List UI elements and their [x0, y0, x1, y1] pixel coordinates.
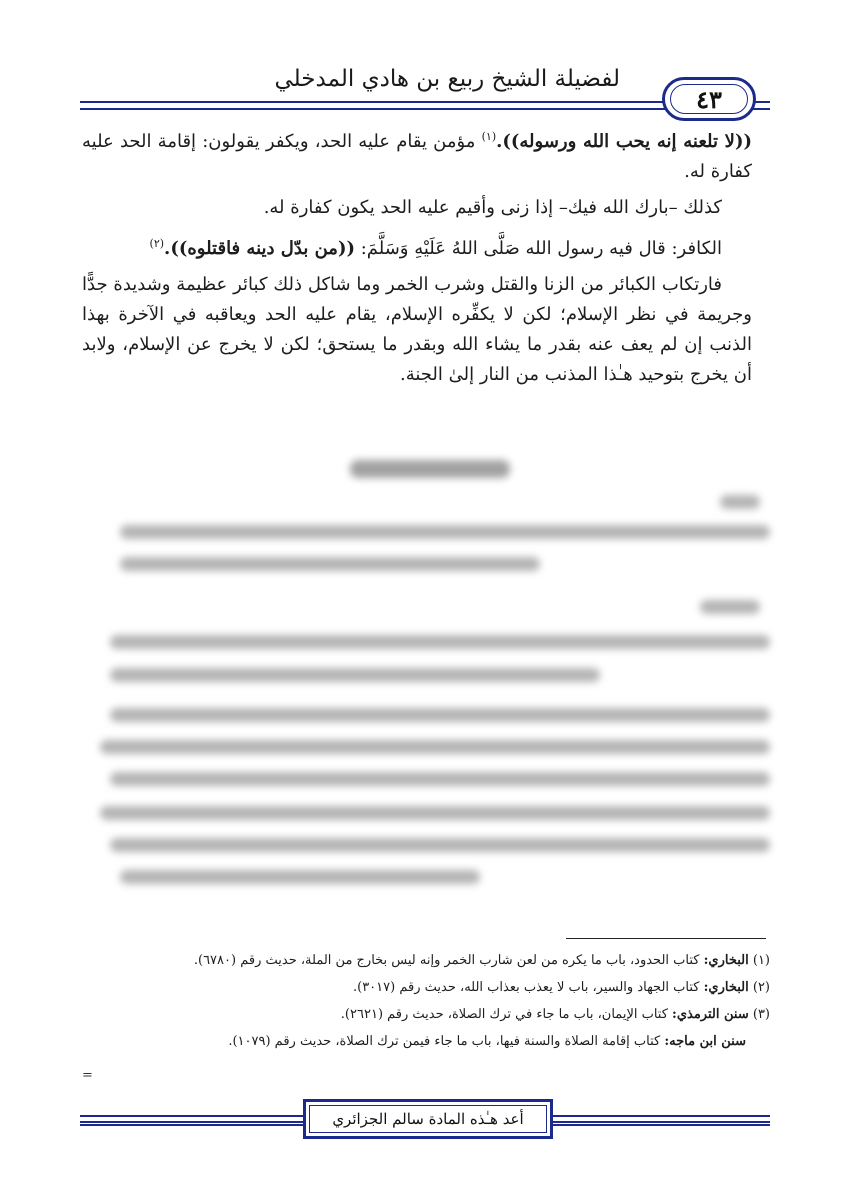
footnote-2: [150, 975, 770, 1000]
footer-credit: أعد هـٰذه المادة سالم الجزائري: [332, 1110, 524, 1128]
blurred-line: [120, 557, 540, 571]
hadith-quote-2: ((من بدّل دينه فاقتلوه)).: [164, 238, 355, 259]
blurred-line: [720, 495, 760, 509]
footnote-3b-text: كتاب إقامة الصلاة والسنة فيها، باب ما جاء فيمن ترك الصلاة، حديث رقم (١٠٧٩).: [228, 1034, 665, 1049]
paragraph-3: [82, 229, 752, 264]
footnote-3b: [150, 1029, 746, 1054]
blurred-line: [110, 635, 770, 649]
blurred-line: [110, 668, 600, 682]
footnote-1-number: (١): [752, 953, 770, 968]
paragraph-1-text: مؤمن يقام عليه الحد، ويكفر يقولون: إقامة الحد عليه كفارة له.: [82, 131, 752, 182]
blurred-line: [110, 772, 770, 786]
footnote-3-text: كتاب الإيمان، باب ما جاء في ترك الصلاة، حديث رقم (٢٦٢١).: [340, 1007, 673, 1022]
paragraph-4: فارتكاب الكبائر من الزنا والقتل وشرب الخمر وما شاكل ذلك كبائر عظيمة وشديدة جدًّا وجريمة في نظر الإسلام؛ لكن لا يكفِّره الإسلام، يقام عليه الحد ويعاقبه في الآخرة بهذا الذنب إن لم يعف عنه بقدر ما يشاء الله وبقدر ما يستحق؛ لكن لا يخرج عن الإسلام، ولابد أن يخرج بتوحيد هـٰذا المذنب من النار إلىٰ الجنة.: [82, 274, 752, 385]
blurred-content-area: [60, 440, 800, 910]
body-text: [82, 122, 752, 396]
page-number-badge: [662, 77, 756, 121]
footnote-1: [150, 948, 770, 973]
page-number-badge-inner-border: [670, 84, 748, 114]
blurred-line: [100, 740, 770, 754]
footnote-1-source: البخاري:: [703, 953, 749, 968]
blurred-heading: [350, 460, 510, 478]
footnote-2-source: البخاري:: [703, 980, 749, 995]
footnote-3-source: سنن الترمذي:: [672, 1007, 749, 1022]
footnote-2-text: كتاب الجهاد والسير، باب لا يعذب بعذاب الله، حديث رقم (٣٠١٧).: [352, 980, 704, 995]
blurred-line: [120, 525, 770, 539]
footnote-ref-1[interactable]: (١): [481, 130, 497, 143]
blurred-line: [700, 600, 760, 614]
paragraph-1: [82, 122, 752, 187]
footnote-3b-source: سنن ابن ماجه:: [664, 1034, 746, 1049]
paragraph-2: كذلك –بارك الله فيك– إذا زنى وأقيم عليه الحد يكون كفارة له.: [263, 197, 722, 218]
blurred-line: [100, 806, 770, 820]
hadith-quote-1: ((لا تلعنه إنه يحب الله ورسوله)).: [496, 131, 752, 152]
footnote-3: [150, 1002, 770, 1027]
header-title: لفضيلة الشيخ ربيع بن هادي المدخلي: [274, 66, 620, 92]
paragraph-3-lead: الكافر: قال فيه رسول الله صَلَّى اللهُ عَلَيْهِ وَسَلَّمَ:: [354, 238, 722, 259]
page-number: ٤٣: [696, 84, 722, 114]
blurred-line: [120, 870, 480, 884]
footnote-1-text: كتاب الحدود، باب ما يكره من لعن شارب الخمر وإنه ليس بخارج من الملة، حديث رقم (٦٧٨٠).: [193, 953, 704, 968]
blurred-line: [110, 838, 770, 852]
blurred-line: [110, 708, 770, 722]
footnotes: [150, 948, 770, 1056]
footnote-separator: [566, 938, 766, 939]
separator-mark: =: [82, 1068, 93, 1083]
footer-credit-box: [303, 1099, 553, 1139]
footnote-3-number: (٣): [752, 1007, 770, 1022]
footnote-2-number: (٢): [752, 980, 770, 995]
footnote-ref-2[interactable]: (٢): [149, 237, 165, 250]
